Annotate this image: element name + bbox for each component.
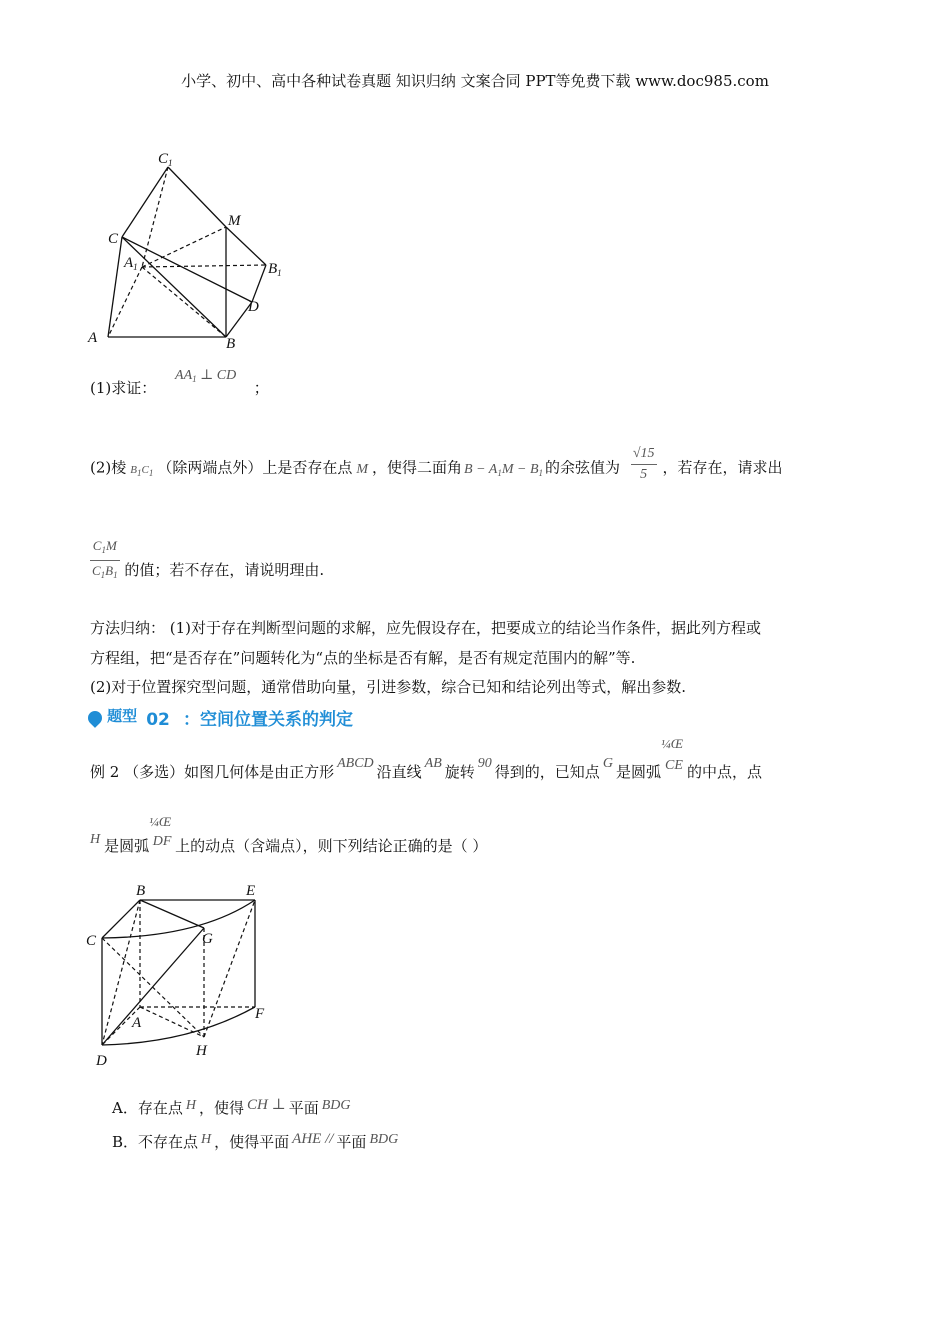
label-M: M <box>228 213 241 229</box>
label-G: G <box>202 931 213 947</box>
label-C1: $C_1$ <box>158 151 173 168</box>
label-H: H <box>196 1043 207 1059</box>
label-A1: $A_1$ <box>124 255 138 272</box>
label-B: B <box>136 883 146 899</box>
label-D: D <box>248 299 259 315</box>
label-A: A <box>88 330 98 346</box>
label-E: E <box>246 883 256 899</box>
prism-figure <box>80 145 310 355</box>
question-2: (2)棱 $B_1C_1$ （除两端点外）上是否存在点 M ，使得二面角 $B - A_1M - B_1$ 的余弦值为 $\frac{√15}{5}$ ，若存在，请求出 <box>90 446 783 482</box>
option-a: A．存在点 H ，使得 CH ⊥ 平面 BDG <box>112 1097 351 1117</box>
question-2-ratio: $\frac{C_1M}{C_1B_1}$ 的值；若不存在，请说明理由. <box>92 538 325 580</box>
page-header: 小学、初中、高中各种试卷真题 知识归纳 文案合同 PPT等免费下载 www.doc985.com <box>181 72 769 90</box>
method-line-2: 方程组，把“是否存在”问题转化为“点的坐标是否有解，是否有规定范围内的解”等. <box>90 649 636 667</box>
label-C: C <box>86 933 97 949</box>
example-2-line-2: H 是圆弧 ¼Œ DF 上的动点（含端点），则下列结论正确的是（ ） <box>90 814 488 855</box>
label-C: C <box>108 231 119 247</box>
label-A: A <box>132 1015 142 1031</box>
example-2: 例 2 （多选）如图几何体是由正方形 ABCD 沿直线 AB 旋转 90 得到的，已知点 G 是圆弧 ¼Œ CE 的中点，点 <box>90 736 762 781</box>
question-1: (1)求证： $AA_1$ ⊥ CD ； <box>90 368 269 397</box>
label-B1: $B_1$ <box>268 261 282 278</box>
solid-figure <box>80 875 290 1075</box>
method-line-1: 方法归纳： (1)对于存在判断型问题的求解，应先假设存在，把要成立的结论当作条件，据此列方程或 <box>90 619 762 637</box>
section-heading: 题型 02 ：空间位置关系的判定 <box>88 705 353 730</box>
method-line-3: (2)对于位置探究型问题，通常借助向量，引进参数，综合已知和结论列出等式，解出参数. <box>90 678 687 696</box>
label-D: D <box>96 1053 107 1069</box>
location-pin-icon <box>85 708 105 728</box>
option-b: B．不存在点 H ，使得平面 AHE // 平面 BDG <box>112 1131 399 1151</box>
label-F: F <box>255 1006 265 1022</box>
label-B: B <box>226 336 236 352</box>
